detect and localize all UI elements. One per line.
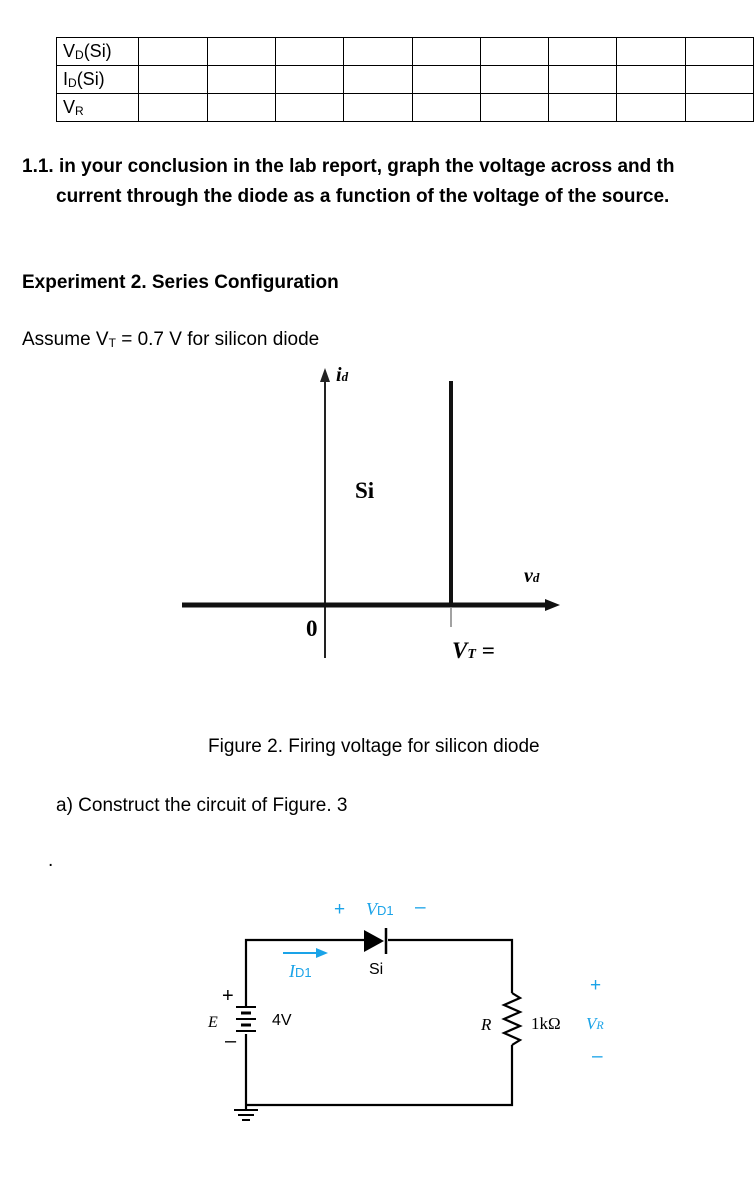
conclusion-line-2: current through the diode as a function of the voltage of the source. — [56, 186, 670, 207]
vr-plus: + — [590, 975, 602, 996]
current-arrow-head — [316, 948, 328, 958]
conclusion-line-1: 1.1. in your conclusion in the lab report, graph the voltage across and th — [22, 156, 675, 177]
source-value: 4V — [272, 1012, 292, 1029]
source-minus: – — [225, 1030, 237, 1052]
vd-plus: + — [334, 899, 346, 920]
row-label: ID(Si) — [57, 66, 139, 94]
row-label: VR — [57, 94, 139, 122]
vr-label: VR — [586, 1014, 604, 1033]
experiment-title: Experiment 2. Series Configuration — [22, 272, 339, 293]
wire-top-right — [388, 940, 512, 993]
diode-triangle — [364, 930, 384, 952]
ground-symbol — [234, 1110, 258, 1120]
step-a-text: a) Construct the circuit of Figure. 3 — [56, 795, 348, 816]
vd-label: VD1 — [366, 899, 394, 919]
bullet-dot: . — [48, 850, 54, 871]
x-axis-label: vd — [524, 565, 540, 587]
figure-2-caption: Figure 2. Firing voltage for silicon diode — [208, 736, 540, 757]
source-label: E — [208, 1014, 218, 1031]
resistor-value: 1kΩ — [531, 1014, 561, 1033]
source-plus: + — [222, 985, 234, 1007]
diode-label: Si — [369, 961, 384, 978]
vd-minus: – — [415, 897, 426, 918]
y-axis-label: id — [336, 364, 349, 386]
vr-minus: – — [592, 1046, 603, 1067]
wire-bottom — [246, 1045, 512, 1105]
row-label: VD(Si) — [57, 38, 139, 66]
id-label: ID1 — [289, 961, 312, 981]
resistor-label: R — [481, 1015, 492, 1034]
origin-label: 0 — [306, 616, 318, 641]
assume-statement: Assume VT = 0.7 V for silicon diode — [22, 329, 320, 350]
vt-label: VT = — [452, 638, 495, 663]
si-curve-label: Si — [355, 478, 375, 503]
resistor — [504, 993, 520, 1045]
